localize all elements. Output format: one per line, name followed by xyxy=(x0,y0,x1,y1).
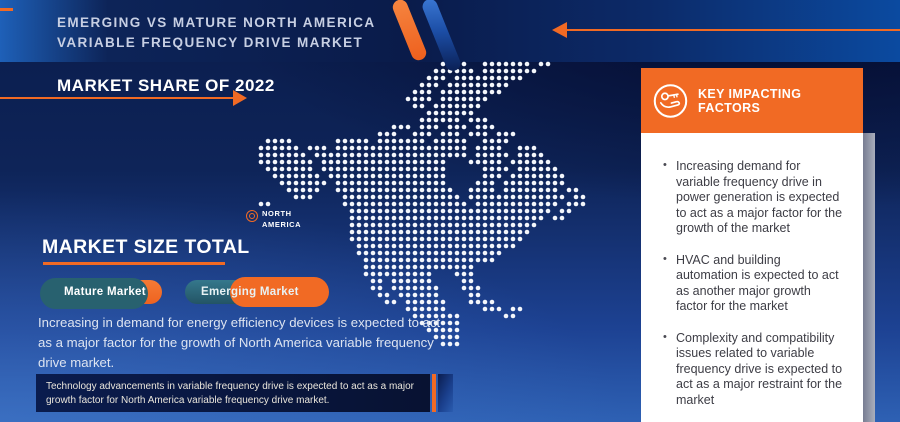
map-region-label-line2: AMERICA xyxy=(262,219,302,229)
page-title-line2: VARIABLE FREQUENCY DRIVE MARKET xyxy=(57,34,364,50)
footnote-bar xyxy=(36,374,430,412)
footnote-text: Technology advancements in variable frequency drive is expected to act as a major growth factor for North America variable frequency drive market. xyxy=(46,381,414,406)
factors-panel-body xyxy=(641,133,863,422)
factor-item: • HVAC and building automation is expected to act as another major growth factor for the market xyxy=(661,253,845,315)
share-arrow-line xyxy=(0,97,233,99)
market-share-heading: MARKET SHARE OF 2022 xyxy=(57,76,275,95)
arrow-left-icon xyxy=(552,22,567,38)
panel-shadow xyxy=(863,133,875,422)
map-region-label-line1: NORTH xyxy=(262,209,292,218)
mature-market-button[interactable]: Mature Market xyxy=(48,280,162,304)
factors-panel xyxy=(641,68,863,422)
arrow-right-icon xyxy=(233,90,247,106)
market-size-underline xyxy=(43,262,225,265)
top-arrow-line xyxy=(566,29,900,31)
market-size-heading: MARKET SIZE TOTAL xyxy=(42,236,250,258)
footnote-endcap xyxy=(438,374,453,412)
hand-holding-key-icon xyxy=(652,82,689,120)
emerging-market-button[interactable]: Emerging Market xyxy=(185,280,315,304)
factors-panel-header xyxy=(641,68,863,133)
factors-panel-title: KEY IMPACTING FACTORS xyxy=(697,86,802,115)
factors-list xyxy=(661,159,845,408)
map-region-label xyxy=(262,209,301,230)
factor-item: • Complexity and compatibility issues related to variable frequency drive is expected to act as a major restraint for the market xyxy=(661,331,845,409)
market-size-paragraph: Increasing in demand for energy efficiency devices is expected to act as a major factor for the growth of North America variable frequency drive market. xyxy=(38,315,441,371)
footnote-orange-stripe xyxy=(432,374,436,412)
location-marker-icon xyxy=(246,210,258,222)
factor-item: • Increasing demand for variable frequency drive in power generation is expected to act as a major factor for the growth of the market xyxy=(661,159,845,237)
page-title-line1: EMERGING VS MATURE NORTH AMERICA xyxy=(57,15,376,30)
